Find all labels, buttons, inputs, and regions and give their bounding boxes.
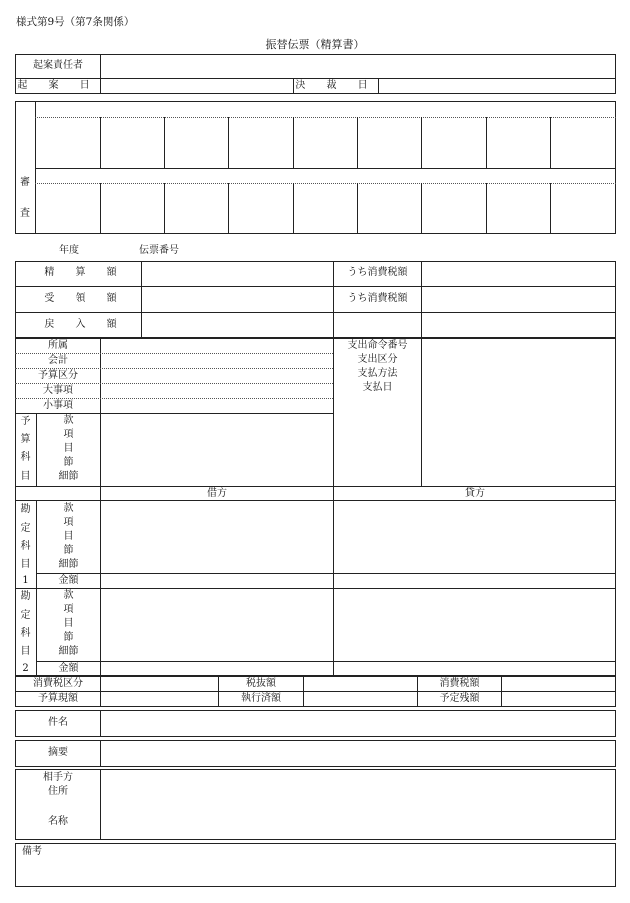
budget-level-label: 目 xyxy=(63,443,74,454)
account-2-level: 細節 xyxy=(58,646,79,657)
settlement-label: 精 算 額 xyxy=(44,267,126,278)
executed-amount-label: 執行済額 xyxy=(241,693,281,704)
form-number: 様式第9号（第7条関係） xyxy=(16,16,135,28)
account-1-char: 定 xyxy=(20,523,31,534)
review-label-2: 査 xyxy=(20,208,30,219)
remaining-amount-label: 予定残額 xyxy=(439,693,480,704)
account-1-char: 勘 xyxy=(20,504,31,515)
account-1-level: 細節 xyxy=(58,559,79,570)
name-label: 名称 xyxy=(48,816,68,827)
form-title: 振替伝票（精算書） xyxy=(265,38,365,51)
counterparty-label: 相手方 xyxy=(43,772,73,783)
account-1-char: 科 xyxy=(20,541,31,552)
received-label: 受 領 額 xyxy=(44,293,126,304)
fiscal-year-label: 年度 xyxy=(59,245,79,256)
responsible-label: 起案責任者 xyxy=(33,60,83,71)
budget-class-label: 予算区分 xyxy=(38,370,78,381)
account-2-char: 目 xyxy=(20,646,31,657)
account-1-number: 1 xyxy=(22,575,29,586)
summary-field[interactable] xyxy=(101,741,615,766)
tax-label-1: うち消費税額 xyxy=(347,267,408,278)
payment-category-label: 支出区分 xyxy=(357,354,398,365)
account-1-level: 目 xyxy=(63,531,74,542)
payment-order-number-label: 支出命令番号 xyxy=(347,340,408,351)
returned-label: 戻 入 額 xyxy=(44,319,126,330)
accounting-label: 会計 xyxy=(48,355,68,366)
subject-field[interactable] xyxy=(101,711,615,736)
subject-label: 件名 xyxy=(48,717,68,728)
remarks-label: 備考 xyxy=(22,846,42,857)
account-2-char: 勘 xyxy=(20,591,31,602)
slip-number-label: 伝票番号 xyxy=(139,245,179,256)
account-2-level: 節 xyxy=(63,632,74,643)
account-1-level: 款 xyxy=(63,503,74,514)
payment-date-label: 支払日 xyxy=(362,382,393,393)
account-1-char: 目 xyxy=(20,559,31,570)
budget-subject-char: 目 xyxy=(20,471,31,482)
account-2-char: 定 xyxy=(20,610,31,621)
budget-subject-char: 科 xyxy=(20,452,31,463)
account-2-level: 款 xyxy=(63,590,74,601)
tax-label-2: うち消費税額 xyxy=(347,293,408,304)
budget-subject-char: 予 xyxy=(20,416,31,427)
review-label-1: 審 xyxy=(20,177,30,188)
account-2-number: 2 xyxy=(22,663,29,674)
account-1-level: 節 xyxy=(63,545,74,556)
budget-current-label: 予算現額 xyxy=(38,693,78,704)
major-item-label: 大事項 xyxy=(43,385,73,396)
draft-date-field[interactable] xyxy=(101,79,292,93)
budget-level-label: 細節 xyxy=(58,471,79,482)
department-label: 所属 xyxy=(48,340,68,351)
minor-item-label: 小事項 xyxy=(43,400,73,411)
debit-header: 借方 xyxy=(207,488,227,499)
account-2-level: 目 xyxy=(63,618,74,629)
credit-header: 貸方 xyxy=(465,488,485,499)
tax-excluded-label: 税抜額 xyxy=(246,678,276,689)
summary-label: 摘要 xyxy=(48,747,68,758)
draft-date-label: 起 案 日 xyxy=(17,80,99,91)
tax-class-label: 消費税区分 xyxy=(33,678,83,689)
budget-level-label: 節 xyxy=(63,457,74,468)
account-2-level: 項 xyxy=(63,604,74,615)
budget-level-label: 款 xyxy=(63,415,74,426)
account-2-amount-label: 金額 xyxy=(58,663,79,674)
address-label: 住所 xyxy=(48,786,68,797)
account-1-level: 項 xyxy=(63,517,74,528)
budget-level-label: 項 xyxy=(63,429,74,440)
responsible-field[interactable] xyxy=(101,55,615,77)
budget-subject-char: 算 xyxy=(20,434,31,445)
remarks-field[interactable] xyxy=(16,858,615,886)
decision-date-field[interactable] xyxy=(379,79,615,93)
account-1-amount-label: 金額 xyxy=(58,575,79,586)
counterparty-field[interactable] xyxy=(101,770,615,839)
consumption-tax-label: 消費税額 xyxy=(439,678,480,689)
account-2-char: 科 xyxy=(20,628,31,639)
payment-method-label: 支払方法 xyxy=(357,368,398,379)
ledger-block xyxy=(15,338,616,676)
decision-date-label: 決 裁 日 xyxy=(295,80,377,91)
